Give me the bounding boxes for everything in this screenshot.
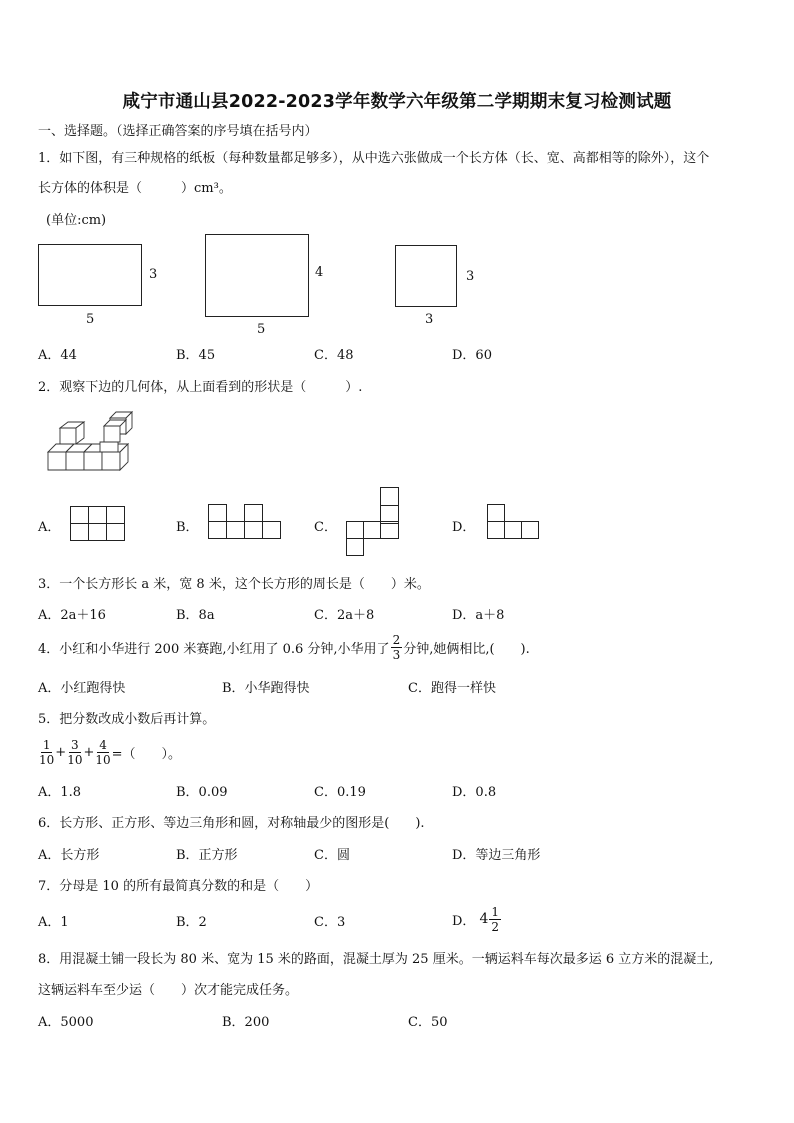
q4-text-pre: 4．小红和小华进行 200 米赛跑,小红用了 0.6 分钟,小华用了 <box>38 641 390 657</box>
rect2-height-label: 4 <box>315 265 324 280</box>
q3-option-d[interactable]: D．a＋8 <box>452 608 505 623</box>
option-d-shape <box>488 505 539 539</box>
q4-option-c[interactable]: C．跑得一样快 <box>408 681 496 696</box>
q1-option-c[interactable]: C．48 <box>314 348 354 363</box>
q4-option-a[interactable]: A．小红跑得快 <box>38 681 126 696</box>
q7-option-d[interactable] <box>452 900 502 938</box>
q2-option-b[interactable]: B． <box>176 520 199 535</box>
q5-frac-3-den: 10 <box>95 752 111 767</box>
q5-frac-3 <box>95 738 110 767</box>
rect3-width-label: 3 <box>425 312 434 327</box>
q8-option-a[interactable]: A．5000 <box>38 1015 94 1030</box>
q8-text-line2: 这辆运料车至少运（ ）次才能完成任务。 <box>38 983 299 998</box>
q3-option-c[interactable]: C．2a＋8 <box>314 608 375 623</box>
q5-frac-1-den: 10 <box>39 752 55 767</box>
q5-frac-2 <box>67 738 82 767</box>
q6-option-b[interactable]: B．正方形 <box>176 848 238 863</box>
q5-frac-1 <box>39 738 54 767</box>
q5-plus-2: + <box>83 744 95 760</box>
q4-option-b[interactable]: B．小华跑得快 <box>222 681 310 696</box>
q8-option-c[interactable]: C．50 <box>408 1015 448 1030</box>
option-a-shape <box>71 507 125 541</box>
rect3-height-label: 3 <box>466 269 475 284</box>
q7-d-den: 2 <box>491 919 499 934</box>
q1-option-a[interactable]: A．44 <box>38 348 77 363</box>
q1-text-line1: 1．如下图，有三种规格的纸板（每种数量都足够多），从中选六张做成一个长方体（长、宽、高都相等的除外），这个 <box>38 151 710 166</box>
q2-option-d[interactable]: D． <box>452 520 476 535</box>
q7-d-num: 1 <box>491 904 499 919</box>
q6-option-d[interactable]: D．等边三角形 <box>452 848 541 863</box>
q6-option-a[interactable]: A．长方形 <box>38 848 100 863</box>
q3-option-a[interactable]: A．2a＋16 <box>38 608 106 623</box>
q1-option-b[interactable]: B．45 <box>176 348 216 363</box>
q4-text <box>38 630 530 664</box>
option-b-shape <box>209 505 281 539</box>
q3-text: 3．一个长方形长 a 米，宽 8 米，这个长方形的周长是（ ）米。 <box>38 577 430 592</box>
q8-text-line1: 8．用混凝土铺一段长为 80 米、宽为 15 米的路面，混凝土厚为 25 厘米。一辆运料车每次最多运 6 立方米的混凝土, <box>38 952 714 967</box>
option-c-shape <box>347 488 399 556</box>
q7-option-c[interactable]: C．3 <box>314 915 346 930</box>
q1-unit: (单位:cm) <box>46 213 107 228</box>
q7-option-d-label: D． <box>452 913 476 929</box>
q1-text-line2: 长方体的体积是（ ）cm³。 <box>38 181 232 196</box>
q6-text: 6．长方形、正方形、等边三角形和圆，对称轴最少的图形是( ). <box>38 816 425 831</box>
q5-frac-1-num: 1 <box>42 737 51 752</box>
q7-option-d-fraction <box>489 905 501 934</box>
q5-option-a[interactable]: A．1.8 <box>38 785 82 800</box>
rect1-width-label: 5 <box>86 312 95 327</box>
q5-option-c[interactable]: C．0.19 <box>314 785 366 800</box>
q2-option-c[interactable]: C． <box>314 520 337 535</box>
q5-frac-2-den: 10 <box>67 752 83 767</box>
q7-option-b[interactable]: B．2 <box>176 915 207 930</box>
q5-expression <box>38 733 181 771</box>
q4-text-post: 分钟,她俩相比,( ). <box>403 641 530 657</box>
q8-option-b[interactable]: B．200 <box>222 1015 270 1030</box>
q7-option-d-whole: 4 <box>479 911 489 927</box>
q5-option-b[interactable]: B．0.09 <box>176 785 228 800</box>
q7-text: 7．分母是 10 的所有最简真分数的和是（ ） <box>38 879 319 894</box>
q6-option-c[interactable]: C．圆 <box>314 848 350 863</box>
q4-frac-num: 2 <box>392 632 401 647</box>
q5-plus-1: + <box>55 744 67 760</box>
q1-option-d[interactable]: D．60 <box>452 348 492 363</box>
q4-frac-den: 3 <box>392 647 401 662</box>
rect2-width-label: 5 <box>257 322 266 337</box>
page-title: 咸宁市通山县2022-2023学年数学六年级第二学期期末复习检测试题 <box>122 92 672 112</box>
section-heading: 一、选择题。（选择正确答案的序号填在括号内） <box>38 124 318 139</box>
rect1-height-label: 3 <box>149 267 158 282</box>
q2-option-shapes <box>0 0 794 560</box>
q2-option-a[interactable]: A． <box>38 520 61 535</box>
q5-option-d[interactable]: D．0.8 <box>452 785 497 800</box>
q7-option-a[interactable]: A．1 <box>38 915 69 930</box>
q5-text: 5．把分数改成小数后再计算。 <box>38 712 216 727</box>
q3-option-b[interactable]: B．8a <box>176 608 215 623</box>
q5-frac-2-num: 3 <box>71 737 79 752</box>
q4-fraction <box>391 633 403 662</box>
q2-text: 2．观察下边的几何体，从上面看到的形状是（ ）. <box>38 380 363 395</box>
q5-tail: =（ ）。 <box>111 746 182 762</box>
q5-frac-3-num: 4 <box>99 737 107 752</box>
